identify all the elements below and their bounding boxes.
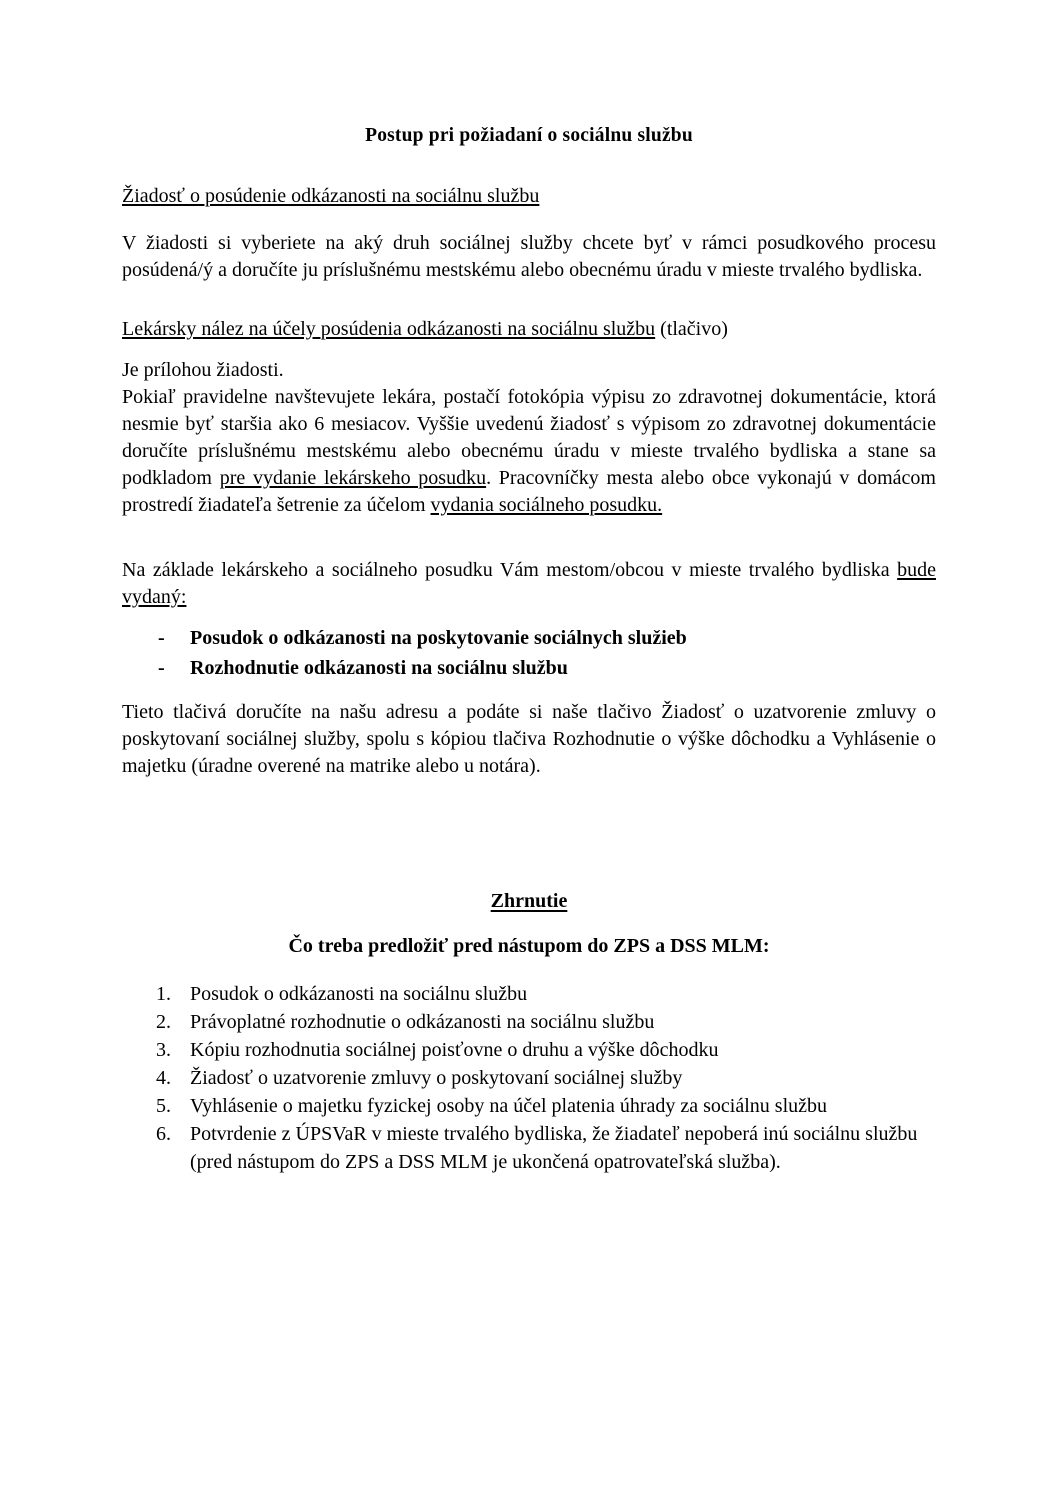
section2-line1: Je prílohou žiadosti.	[122, 359, 284, 381]
list-item	[122, 980, 936, 1008]
list-number: 6.	[156, 1123, 171, 1145]
section2-heading-plain: (tlačivo)	[655, 318, 728, 340]
checklist-item-text: Potvrdenie z ÚPSVaR v mieste trvalého bydliska, že žiadateľ nepoberá inú sociálnu službu (pred nástupom do ZPS a DSS MLM je ukončená opatrovateľská služba).	[190, 1123, 918, 1173]
section3-intro-text: Na základe lekárskeho a sociálneho posudku Vám mestom/obcou v mieste trvalého bydliska	[122, 559, 898, 581]
checklist-item-text: Vyhlásenie o majetku fyzickej osoby na účel platenia úhrady za sociálnu službu	[190, 1095, 828, 1117]
section3-intro-underline: bude vydaný:	[122, 559, 936, 608]
section1-heading-text: Žiadosť o posúdenie odkázanosti na sociálnu službu	[122, 185, 540, 207]
summary-subheading: Čo treba predložiť pred nástupom do ZPS a DSS MLM:	[288, 935, 770, 957]
list-number: 2.	[156, 1011, 171, 1033]
section2-underline-phrase-1: pre vydanie lekárskeho posudku	[219, 467, 487, 489]
list-item	[122, 1064, 936, 1092]
page-title: Postup pri požiadaní o sociálnu službu	[365, 125, 693, 146]
section-heading-lekarsky-nalez	[122, 318, 936, 341]
checklist-item-text: Žiadosť o uzatvorenie zmluvy o poskytovaní sociálnej služby	[190, 1067, 683, 1089]
summary-heading	[122, 890, 936, 913]
list-item	[122, 653, 936, 683]
outcome-item-text: Rozhodnutie odkázanosti na sociálnu službu	[190, 657, 568, 679]
section2-heading-underlined: Lekársky nález na účely posúdenia odkázanosti na sociálnu službu	[122, 318, 656, 340]
list-number: 3.	[156, 1039, 171, 1061]
list-number: 4.	[156, 1067, 171, 1089]
list-item	[122, 1092, 936, 1120]
list-number: 1.	[156, 983, 171, 1005]
section2-par-part2: . Pracovníčky mesta alebo obce vykonajú v domácom prostredí žiadateľa šetrenie za účelom	[122, 467, 936, 516]
checklist-item-text: Právoplatné rozhodnutie o odkázanosti na sociálnu službu	[190, 1011, 655, 1033]
list-item	[122, 1120, 936, 1176]
outcome-list	[122, 623, 936, 683]
section2-par-part1: Pokiaľ pravidelne navštevujete lekára, postačí fotokópia výpisu zo zdravotnej dokumentácie, ktorá nesmie byť staršia ako 6 mesiacov. Vyššie uvedenú žiadosť s výpisom zo zdravotnej dokumentácie doručíte príslušnému mestskému alebo obecnému úradu v mieste trvalého bydliska a stane sa podkladom	[122, 386, 936, 489]
summary-heading-text: Zhrnutie	[490, 890, 568, 912]
section2-underline-phrase-2: vydania sociálneho posudku.	[430, 494, 663, 516]
dash-bullet-icon: -	[158, 657, 165, 679]
document-content	[122, 0, 936, 1176]
list-item	[122, 623, 936, 653]
section1-paragraph: V žiadosti si vyberiete na aký druh sociálnej služby chcete byť v rámci posudkového procesu posúdená/ý a doručíte ju príslušnému mestskému alebo obecnému úradu v mieste trvalého bydliska.	[122, 232, 936, 281]
section3-closing-paragraph: Tieto tlačivá doručíte na našu adresu a podáte si naše tlačivo Žiadosť o uzatvorenie zmluvy o poskytovaní sociálnej služby, spolu s kópiou tlačiva Rozhodnutie o výške dôchodku a Vyhlásenie o majetku (úradne overené na matrike alebo u notára).	[122, 701, 936, 777]
section2-paragraph	[122, 384, 936, 519]
outcome-item-text: Posudok o odkázanosti na poskytovanie sociálnych služieb	[190, 627, 687, 649]
summary-checklist	[122, 980, 936, 1176]
list-number: 5.	[156, 1095, 171, 1117]
checklist-item-text: Posudok o odkázanosti na sociálnu službu	[190, 983, 528, 1005]
section3-intro-paragraph	[122, 557, 936, 611]
section-heading-ziadost	[122, 185, 936, 208]
dash-bullet-icon: -	[158, 627, 165, 649]
checklist-item-text: Kópiu rozhodnutia sociálnej poisťovne o druhu a výške dôchodku	[190, 1039, 719, 1061]
list-item	[122, 1008, 936, 1036]
list-item	[122, 1036, 936, 1064]
